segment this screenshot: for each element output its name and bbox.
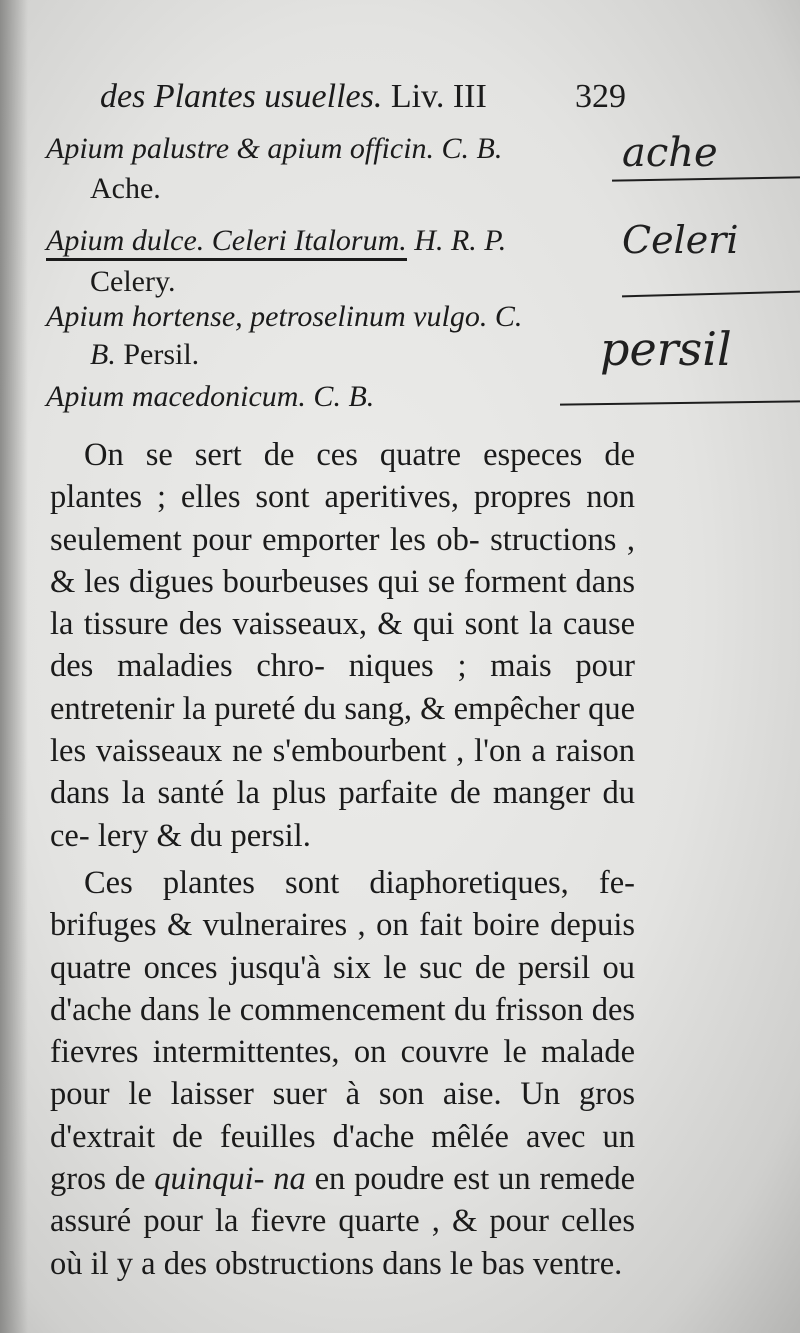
entry-latin-2: Apium dulce. Celeri Italorum. H. R. P. (46, 224, 506, 258)
handwritten-rule-2 (622, 291, 800, 298)
running-head (100, 78, 626, 116)
paragraph-1: On se sert de ces quatre especes de plantes ; elles sont aperitives, propres non seulement pour emporter les ob- structions , & les digues bourbeuses qui se forment dans la tissure des vaisseaux, & qui sont la cause des maladies chro- niques ; mais pour entretenir la pureté du sang, & empêcher que les vaisseaux ne s'embourbent , l'on a raison dans la santé la plus parfaite de manger du ce- lery & du persil. (50, 437, 636, 854)
book-number: Liv. III (390, 78, 487, 115)
entry-latin-1: Apium palustre & apium officin. C. B. (46, 132, 503, 165)
paragraph-2: Ces plantes sont diaphoretiques, fe- brifuges & vulneraires , on fait boire depuis quatre onces jusqu'à six le suc de persil ou d'ache dans le commencement du frisson des fievres intermittentes, on couvre le malade pour le laisser suer à son aise. Un gros d'extrait de feuilles d'ache mêlée avec un gros de quinqui- na en poudre est un remede assuré pour la fievre quarte , & pour celles où il y a des obstructions dans le bas ventre. (50, 865, 636, 1282)
running-title: des Plantes usuelles. (100, 78, 383, 115)
handwritten-rule-1 (612, 176, 800, 181)
handwritten-note-persil: persil (600, 322, 732, 376)
page-number: 329 (575, 78, 626, 115)
handwritten-note-ache: ache (622, 130, 718, 176)
handwritten-note-celeri: Celeri (622, 218, 739, 262)
entry-vernacular-3: B. Persil. (90, 338, 200, 371)
entry-vernacular-1: Ache. (90, 172, 161, 205)
handwritten-rule-3 (560, 400, 800, 405)
entry-vernacular-2: Celery. (90, 265, 176, 298)
entry-latin-4: Apium macedonicum. C. B. (46, 380, 375, 413)
entry-latin-3: Apium hortense, petroselinum vulgo. C. (46, 300, 523, 333)
